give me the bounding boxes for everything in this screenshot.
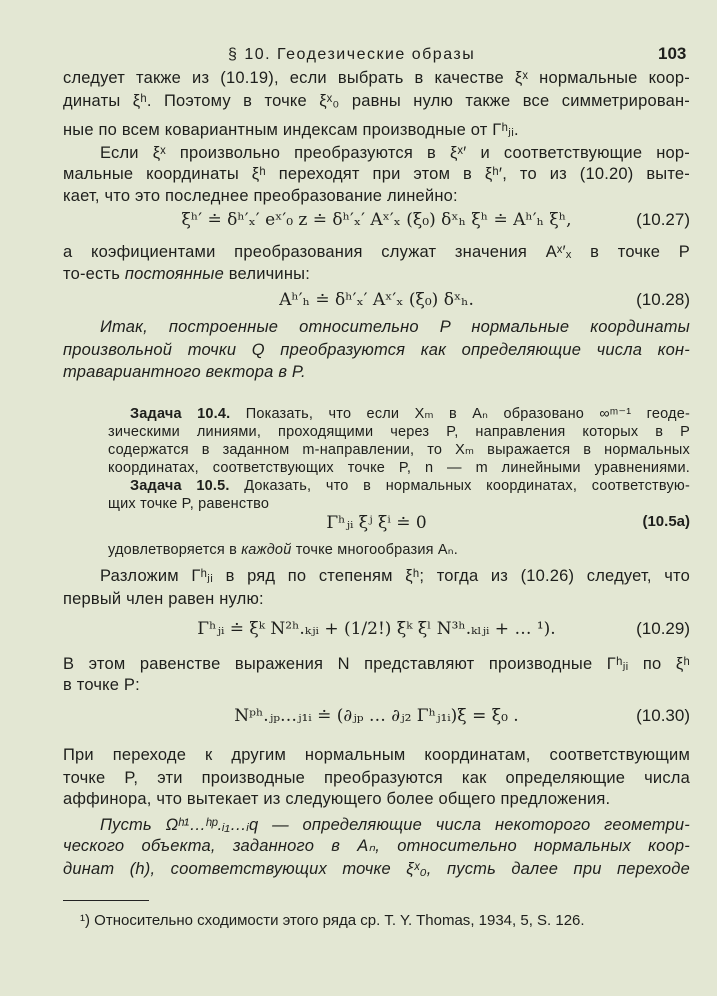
text-line (63, 68, 690, 88)
text-run: ные по всем ковариантным индексам производные от Γʰⱼᵢ. (63, 121, 519, 139)
running-header: § 10. Геодезические образы (228, 46, 476, 63)
text-line (63, 340, 690, 360)
text-line (63, 654, 690, 674)
text-run: Разложим Γʰⱼᵢ в ряд по степеням ξʰ; тогда из (10.26) следует, что (100, 567, 690, 585)
text-run: Если ξˣ произвольно преобразуются в ξˣ′ и соответствующие нор- (100, 144, 690, 162)
equation-number: (10.29) (636, 619, 690, 638)
exercise-text-line (108, 458, 690, 478)
text-run: каждой (241, 542, 292, 558)
text-line (63, 675, 690, 695)
text-run: динаты ξʰ. Поэтому в точке ξˣ₀ равны нулю также все симметрирован- (63, 92, 690, 110)
text-line (63, 589, 690, 609)
text-line (63, 362, 690, 382)
text-line (100, 317, 690, 337)
text-run: При переходе к другим нормальным координатам, соответствующим (63, 746, 690, 764)
text-run: Показать, что если Xₘ в Aₙ образовано ∞ᵐ⁻¹ геоде- (230, 406, 690, 422)
equation-formula: Nᵖʰ.ⱼₚ…ⱼ₁ᵢ ≐ (∂ⱼₚ … ∂ⱼ₂ Γʰⱼ₁ᵢ)ξ = ξ₀ . (234, 706, 519, 726)
text-run: то-есть (63, 265, 125, 283)
text-run: , 1934, 5, S. 126. (470, 912, 585, 929)
exercise-text-line (108, 440, 690, 460)
exercise-text-line (108, 422, 690, 442)
text-run: координатах, соответствующих точке P, n — m линейными уравнениями. (108, 460, 690, 476)
display-equation (63, 210, 690, 234)
text-run: Итак, построенные относительно P нормальные координаты (100, 318, 690, 336)
text-line (63, 164, 690, 184)
text-run: щих точке P, равенство (108, 496, 270, 512)
text-run: Пусть Ωʰ¹…ʰᵖ.ᵢ₁…ᵢq — определяющие числа некоторого геометри- (100, 816, 690, 834)
text-line (63, 242, 690, 262)
text-line (63, 264, 690, 284)
text-line (63, 186, 690, 206)
text-run: мальные координаты ξʰ переходят при этом в ξʰ′, то из (10.20) выте- (63, 165, 690, 183)
text-run: следует также из (10.19), если выбрать в качестве ξˣ нормальные коор- (63, 69, 690, 87)
text-run: точке P, эти производные преобразуются как определяющие числа (63, 769, 690, 787)
equation-formula: Γʰⱼᵢ ≐ ξᵏ N²ʰ.ₖⱼᵢ + (1/2!) ξᵏ ξˡ N³ʰ.ₖₗⱼᵢ + … ¹). (197, 619, 556, 639)
text-run: первый член равен нулю: (63, 590, 264, 608)
footnote (80, 912, 585, 929)
text-run: ческого объекта, заданного в Aₙ, относительно нормальных коор- (63, 837, 690, 855)
text-run: а коэфициентами преобразования служат значения Aˣ′ₓ в точке P (63, 243, 690, 261)
equation-formula: Aʰ′ₕ ≐ δʰ′ₓ′ Aˣ′ₓ (ξ₀) δˣₕ. (279, 290, 474, 310)
text-line (100, 143, 690, 163)
equation-number: (10.28) (636, 290, 690, 309)
text-line (63, 789, 690, 809)
text-run: величины: (223, 265, 310, 283)
text-line (63, 745, 690, 765)
text-line (63, 768, 690, 788)
text-line (63, 120, 690, 140)
text-line (63, 859, 690, 879)
equation-formula: Γʰⱼᵢ ξʲ ξⁱ ≐ 0 (326, 513, 427, 533)
text-run: Доказать, что в нормальных координатах, соответствую- (229, 478, 690, 494)
text-line (100, 566, 690, 586)
text-run: динат (h), соответствующих точке ξˣ₀, пусть далее при переходе (63, 860, 690, 878)
page-number: 103 (658, 44, 687, 63)
text-run: В этом равенстве выражения N представляют производные Γʰⱼᵢ по ξʰ (63, 655, 690, 673)
display-equation (63, 706, 690, 730)
text-line (100, 815, 690, 835)
equation-number: (10.30) (636, 706, 690, 725)
text-run: ¹) Относительно сходимости этого ряда ср. (80, 912, 385, 929)
text-run: содержатся в заданном m-направлении, то Xₘ выражается в нормальных (108, 442, 690, 458)
text-line (63, 836, 690, 856)
text-run: зическими линиями, проходящими через P, направления которых в P (108, 424, 690, 440)
text-run: в точке P: (63, 676, 140, 694)
text-run: постоянные (124, 265, 224, 283)
display-equation (63, 619, 690, 643)
equation-formula: ξʰ′ ≐ δʰ′ₓ′ eˣ′₀ z ≐ δʰ′ₓ′ Aˣ′ₓ (ξ₀) δˣₕ ξʰ ≐ Aʰ′ₕ ξʰ, (181, 210, 572, 230)
display-equation (63, 290, 690, 314)
equation-number: (10.27) (636, 210, 690, 229)
exercise-text-line (130, 476, 690, 496)
text-run: произвольной точки Q преобразуются как определяющие числа кон- (63, 341, 690, 359)
text-run: удовлетворяется в (108, 542, 242, 558)
exercise-text-line (108, 540, 690, 560)
text-run: точке многообразия Aₙ. (291, 542, 458, 558)
exercise-text-line (108, 494, 690, 514)
equation-number: (10.5a) (642, 513, 690, 530)
exercise-text-line (130, 404, 690, 424)
text-run: Задача 10.5. (130, 478, 230, 494)
text-run: травариантного вектора в P. (63, 363, 306, 381)
text-run: аффинора, что вытекает из следующего более общего предложения. (63, 790, 611, 808)
text-run: T. Y. Thomas (384, 912, 471, 929)
text-run: Задача 10.4. (130, 406, 231, 422)
display-equation (63, 513, 690, 537)
text-run: кает, что это последнее преобразование линейно: (63, 187, 458, 205)
text-line (63, 91, 690, 111)
footnote-divider (63, 900, 149, 901)
